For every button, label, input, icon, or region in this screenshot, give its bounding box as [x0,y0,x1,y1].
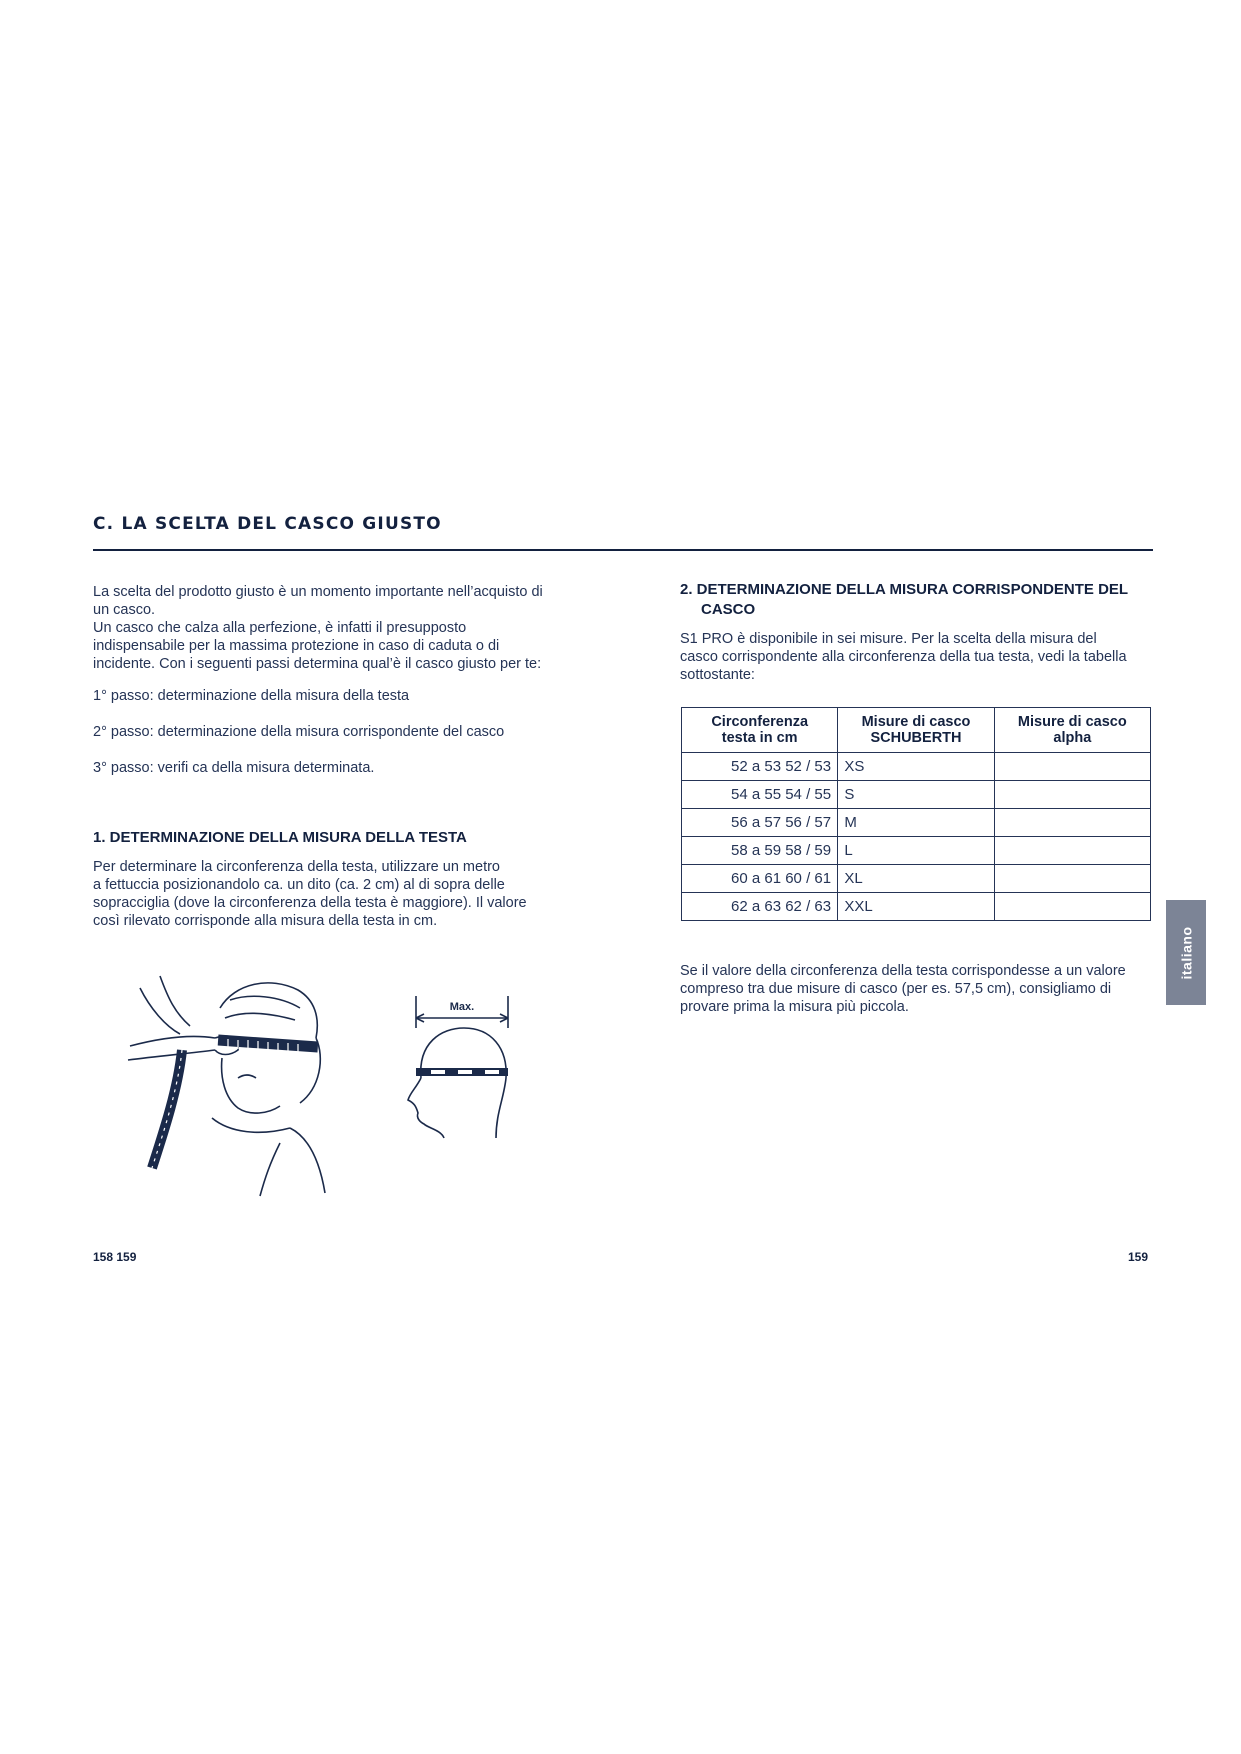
language-tab [1166,900,1206,1005]
section1-heading: 1. DETERMINAZIONE DELLA MISURA DELLA TESTA [93,829,467,846]
section-title: C. LA SCELTA DEL CASCO GIUSTO [93,514,442,534]
section1-text: Per determinare la circonferenza della testa, utilizzare un metro a fettuccia posizionandolo ca. un dito (ca. 2 cm) al di sopra delle sopracciglia (dove la circonferenza della testa è maggiore). Il valore così rilevato corrisponde alla misura della testa in cm. [93,859,527,929]
cell-schuberth: L [838,837,994,865]
header-circumference: Circonferenza testa in cm [682,708,838,753]
table-row [682,809,1151,837]
table-row [682,893,1151,921]
page-number-right: 159 [1127,1250,1148,1264]
cell-schuberth: XL [838,865,994,893]
size-advice-note: Se il valore della circonferenza della testa corrispondesse a un valore compreso tra due misure di casco (per es. 57,5 cm), consigliamo di provare prima la misura più piccola. [680,963,1126,1015]
cell-alpha [994,781,1150,809]
table-row [682,865,1151,893]
head-measuring-illustration [120,938,360,1198]
language-tab-label: italiano [1178,925,1195,980]
cell-schuberth: S [838,781,994,809]
cell-alpha [994,809,1150,837]
section2-heading-line2: CASCO [701,601,756,618]
cell-circumference: 60 a 61 60 / 61 [682,865,838,893]
table-row [682,837,1151,865]
page-number-left: 158 159 [93,1250,137,1264]
cell-circumference: 52 a 53 52 / 53 [682,753,838,781]
table-row [682,781,1151,809]
step-1: 1° passo: determinazione della misura della testa [93,688,410,704]
step-2: 2° passo: determinazione della misura corrispondente del casco [93,724,505,740]
cell-alpha [994,893,1150,921]
cell-schuberth: M [838,809,994,837]
section2-text: S1 PRO è disponibile in sei misure. Per la scelta della misura del casco corrispondente alla circonferenza della tua testa, vedi la tabella sottostante: [680,631,1127,683]
header-alpha: Misure di casco alpha [994,708,1150,753]
cell-circumference: 62 a 63 62 / 63 [682,893,838,921]
section2-heading-line1: 2. DETERMINAZIONE DELLA MISURA CORRISPONDENTE DEL [680,581,1129,598]
cell-alpha [994,837,1150,865]
max-label: Max. [449,1001,475,1013]
size-table [681,707,1151,921]
table-header-row [682,708,1151,753]
max-circumference-illustration [396,988,526,1158]
step-3: 3° passo: verifi ca della misura determinata. [93,760,375,776]
table-row [682,753,1151,781]
cell-circumference: 54 a 55 54 / 55 [682,781,838,809]
cell-circumference: 58 a 59 58 / 59 [682,837,838,865]
cell-circumference: 56 a 57 56 / 57 [682,809,838,837]
cell-alpha [994,753,1150,781]
cell-schuberth: XS [838,753,994,781]
cell-alpha [994,865,1150,893]
title-divider [93,549,1153,551]
intro-paragraph: La scelta del prodotto giusto è un momento importante nell’acquisto di un casco. Un casco che calza alla perfezione, è infatti il presupposto indispensabile per la massima protezione in caso di caduta o di incidente. Con i seguenti passi determina qual’è il casco giusto per te: [93,584,543,672]
header-schuberth: Misure di casco SCHUBERTH [838,708,994,753]
cell-schuberth: XXL [838,893,994,921]
section2-heading [680,580,1150,620]
